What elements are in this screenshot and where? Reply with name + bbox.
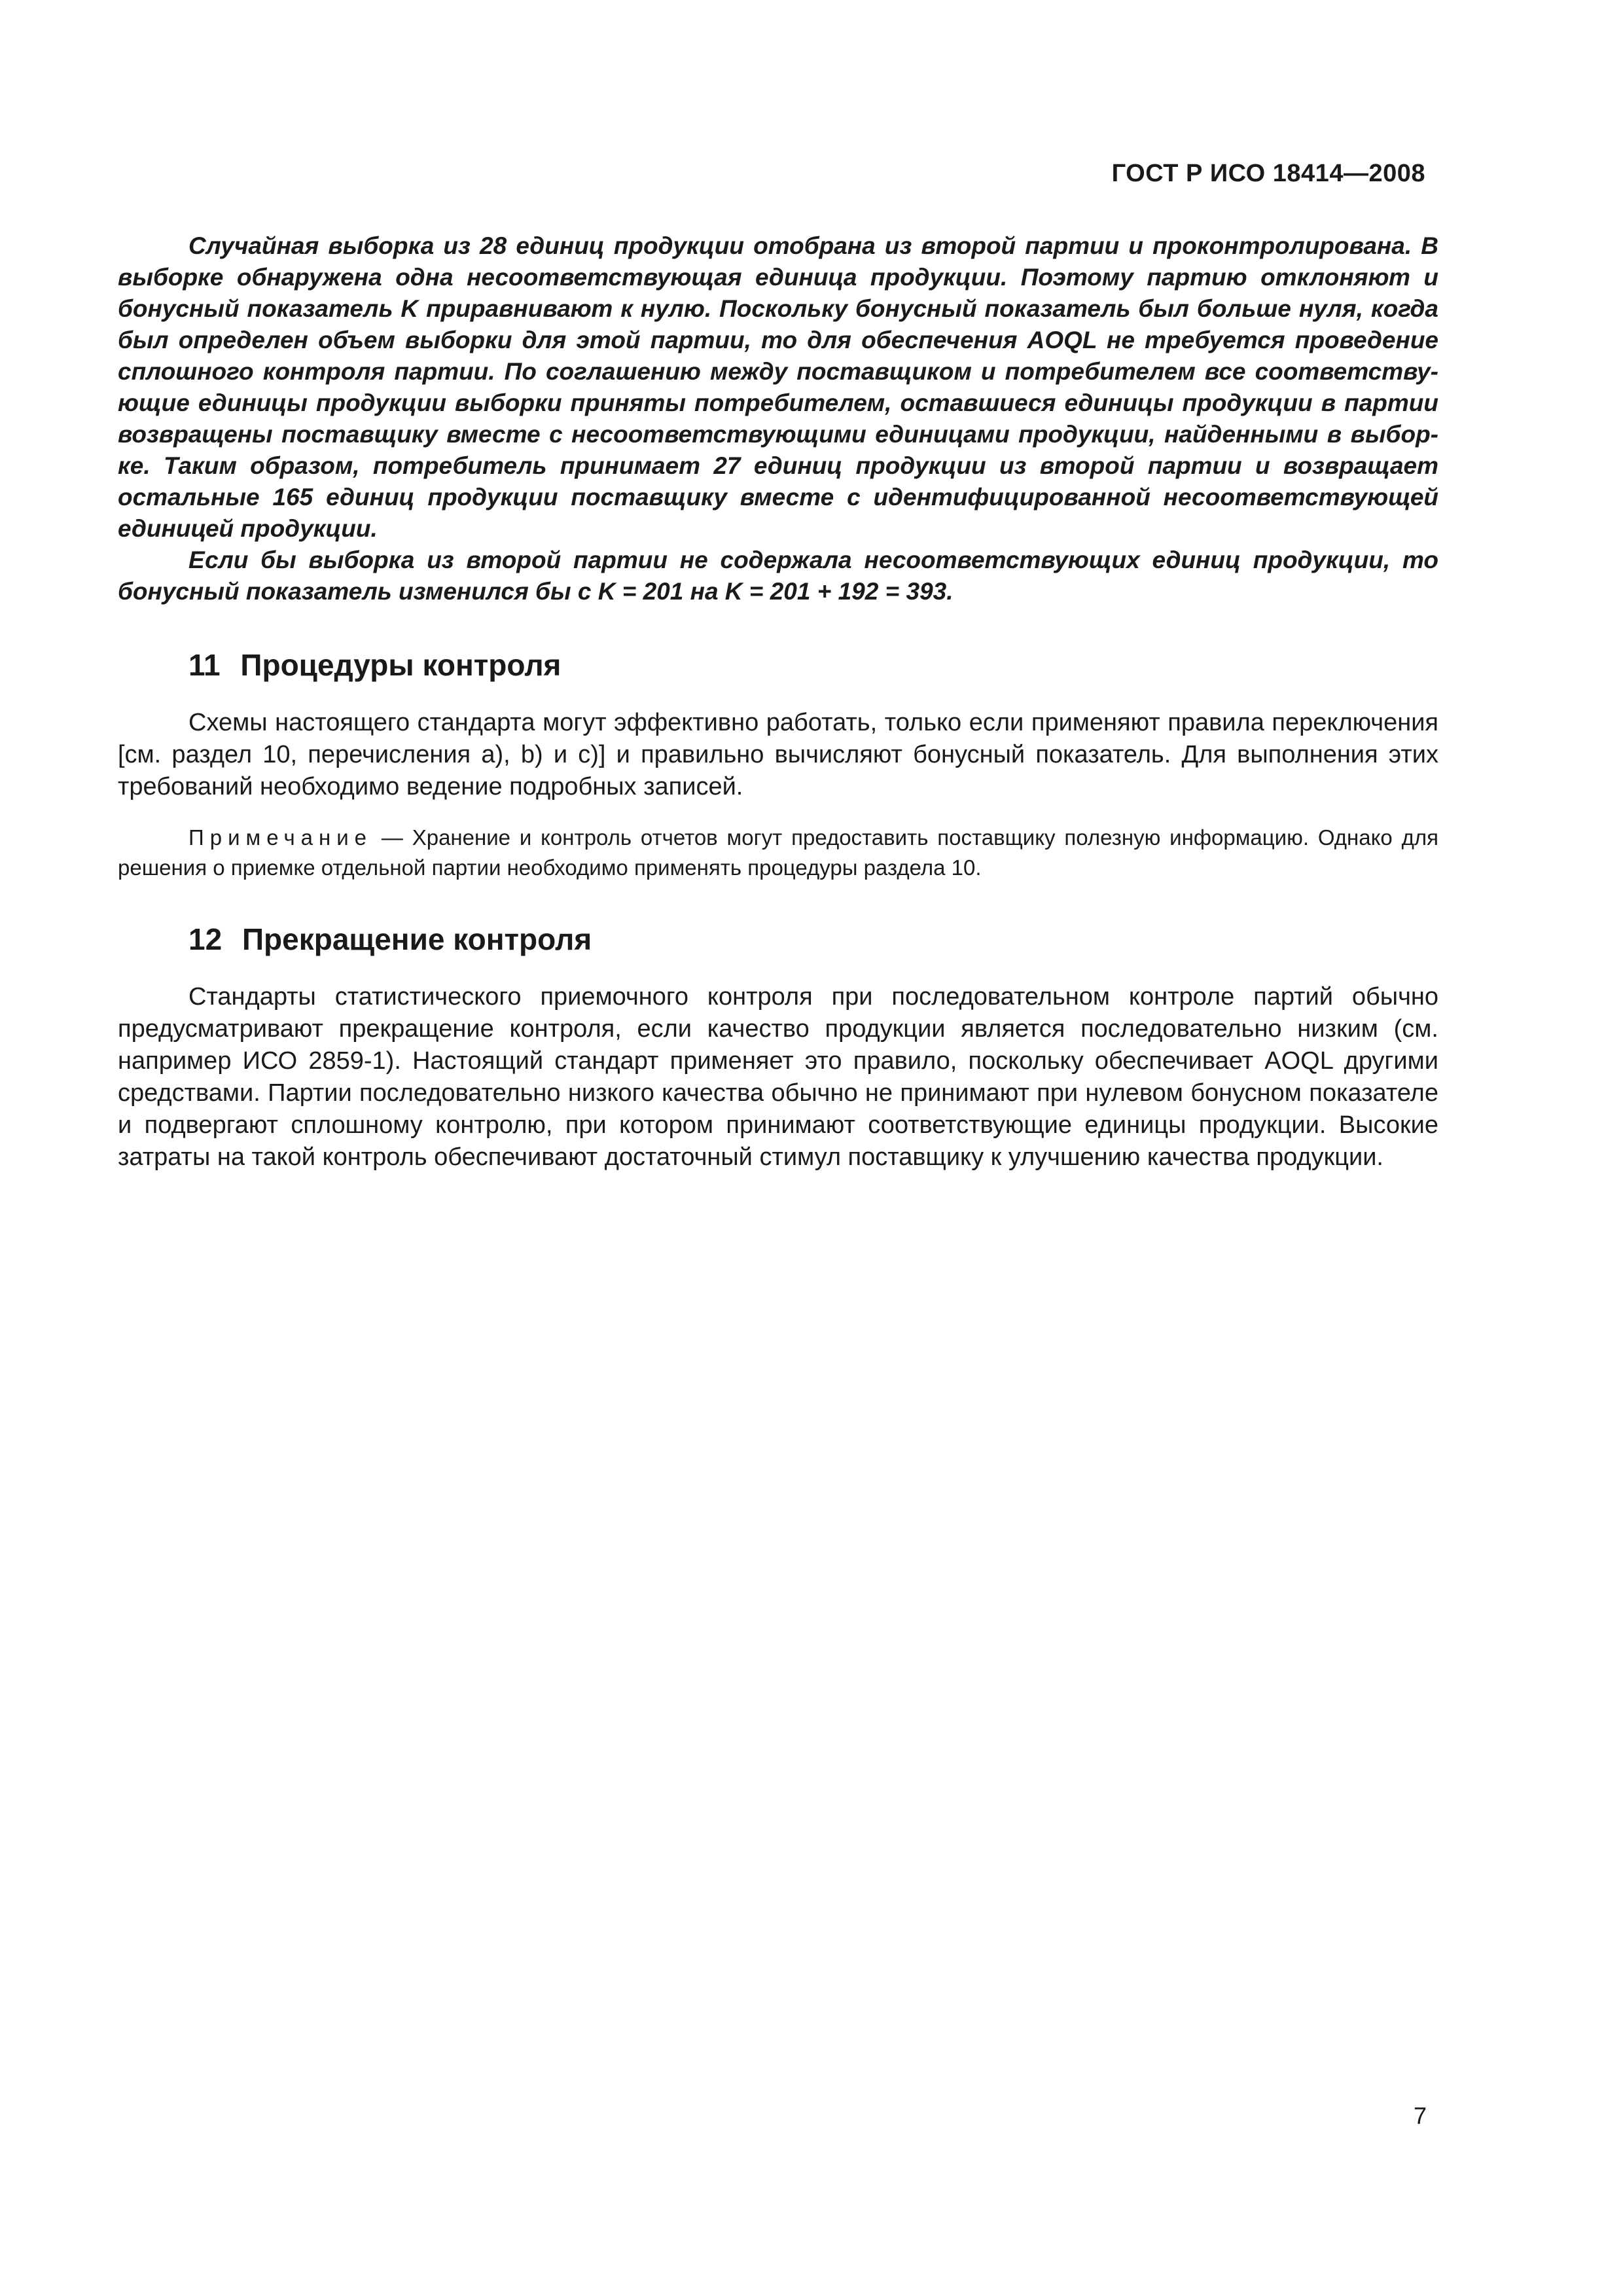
- section-12-paragraph: Стандарты статистического приемочного контроля при последовательном контроле партий обычно предусматривают прекращение контроля, если качество продукции является последовательно низким (см. например ИСО 2859-1). Настоящий стандарт применяет это правило, поскольку обеспечивает AOQL другими средствами. Партии последовательно низкого качества обычно не принимают при нулевом бонусном показателе и подвергают сплошному контролю, при котором принимают соответствующие единицы продукции. Высокие затраты на такой контроль обеспечивают достаточный стимул поставщику к улучшению качества продукции.: [118, 983, 1438, 1171]
- page-number: 7: [1413, 2102, 1427, 2129]
- note-text: — Хранение и контроль отчетов могут предоставить поставщику полезную информацию. Однако для решения о приемке отдельной партии необходимо применять процедуры раздела 10.: [118, 825, 1438, 880]
- section-11-paragraph: Схемы настоящего стандарта могут эффективно работать, только если применяют правила переключения [см. раздел 10, перечисления a), b) и c)] и правильно вычисляют бонусный показатель. Для выполнения этих требований необходимо ведение подробных записей.: [118, 709, 1438, 800]
- section-12-heading: [118, 920, 1438, 959]
- section-12-number: 12: [188, 922, 223, 956]
- document-header: ГОСТ Р ИСО 18414—2008: [1111, 160, 1425, 187]
- section-11-heading: [118, 645, 1438, 685]
- note-label: Примечание: [188, 825, 373, 850]
- section-11-title: Процедуры контроля: [240, 648, 562, 682]
- example-paragraph-1: Случайная выборка из 28 единиц продукции отобрана из второй партии и проконтролирована. В выборке обнаружена одна несоответствующая единица продукции. Поэтому партию отклоняют и бонусный показатель K приравнивают к нулю. Поскольку бонусный показатель был больше нуля, когда был определен объем выборки для этой партии, то для обеспечения AOQL не требуется проведение сплошного контроля партии. По соглашению между поставщиком и потребителем все соответствующие единицы продукции выборки приняты потребителем, оставшиеся единицы продукции в партии возвращены поставщику вместе с несоответствующими единицами продукции, найденными в выборке. Таким образом, потребитель принимает 27 единиц продукции из второй партии и возвращает остальные 165 единиц продукции поставщику вместе с идентифицированной несоответствующей единицей продукции.: [118, 232, 1438, 542]
- page-content: [118, 230, 1438, 1174]
- section-12-title: Прекращение контроля: [241, 922, 592, 956]
- section-11-number: 11: [188, 648, 221, 682]
- section-11-note: [118, 823, 1438, 883]
- example-paragraph-2: Если бы выборка из второй партии не содержала несоответствующих единиц продукции, то бонусный показатель изменился бы с K = 201 на K = 201 + 192 = 393.: [118, 547, 1438, 605]
